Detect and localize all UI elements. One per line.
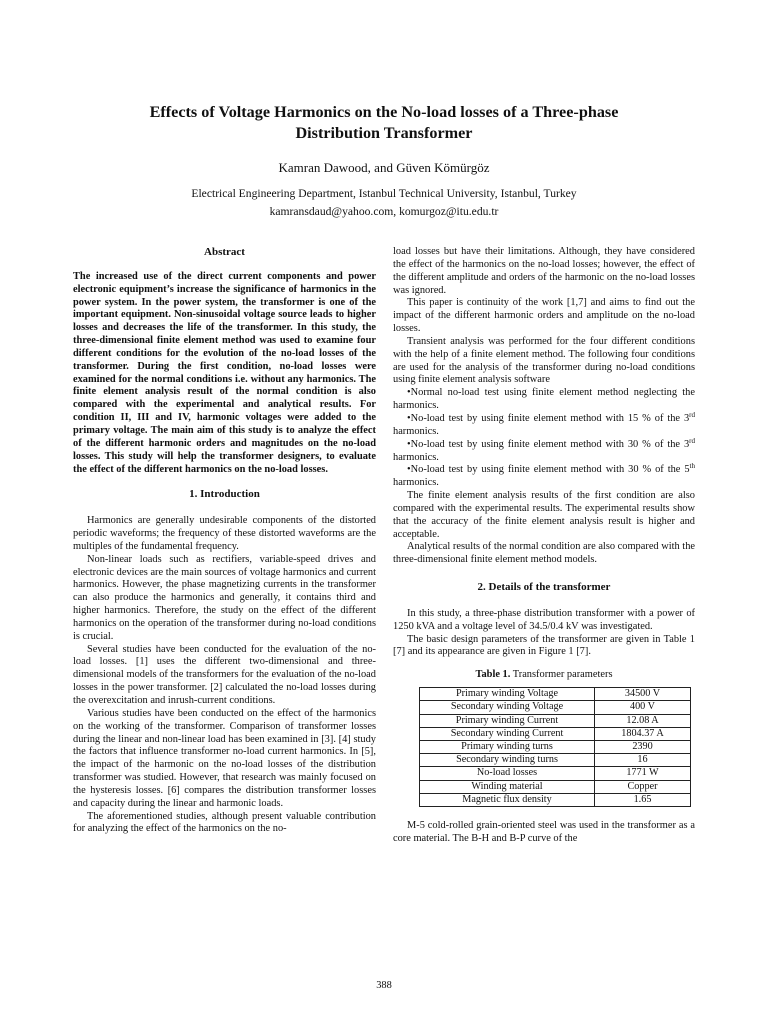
paper-title-line-2: Distribution Transformer	[295, 124, 473, 142]
paper-title-line-1: Effects of Voltage Harmonics on the No-load losses of a Three-phase	[149, 103, 619, 121]
details-paragraph-3: M-5 cold-rolled grain-oriented steel was used in the transformer as a core material. The B-H and B-P curve of the	[393, 819, 695, 844]
parameter-value-cell: 400 V	[595, 701, 691, 714]
page-number: 388	[376, 980, 392, 991]
affiliation: Electrical Engineering Department, Istanbul Technical University, Istanbul, Turkey	[191, 187, 577, 200]
table-row	[420, 767, 691, 780]
details-heading: 2. Details of the transformer	[477, 581, 611, 594]
parameter-name-cell: Secondary winding Current	[420, 727, 595, 740]
table-row	[420, 740, 691, 753]
parameter-name-cell: Winding material	[420, 780, 595, 793]
continuity-paragraph: This paper is continuity of the work [1,7] and aims to find out the impact of the different harmonic orders and amplitude on the no-load losses.	[393, 297, 695, 335]
table-row	[420, 780, 691, 793]
intro-paragraph-2: Non-linear loads such as rectifiers, variable-speed drives and electronic devices are the main sources of voltage harmonics and current harmonics. However, the phase magnetizing currents in the transformer can also produce the harmonics and generally, it contains third and higher harmonics. Therefore, the study on the effect of the different harmonics on the operation of the transformer during no-load conditions is crucial.	[73, 553, 376, 642]
condition-bullet-3: •No-load test by using finite element method with 30 % of the 3rd harmonics.	[393, 436, 695, 463]
paper-title	[90, 102, 678, 144]
table-caption: Table 1. Transformer parameters	[475, 669, 613, 681]
intro-paragraph-3: Several studies have been conducted for the evaluation of the no-load losses. [1] uses the different two-dimensional and three-dimensional models of the transformers for the evaluation of the no-load losses in the power transformer. [2] calculated the no-load losses during the overexcitation and inrush-current conditions.	[73, 643, 376, 706]
parameter-value-cell: 2390	[595, 740, 691, 753]
condition-bullet-1: •Normal no-load test using finite element method neglecting the harmonics.	[393, 387, 695, 412]
parameter-name-cell: Secondary winding Voltage	[420, 701, 595, 714]
right-column	[393, 246, 695, 846]
parameter-value-cell: 1771 W	[595, 767, 691, 780]
table-row	[420, 754, 691, 767]
parameter-value-cell: 1.65	[595, 793, 691, 806]
table-row	[420, 701, 691, 714]
table-row	[420, 714, 691, 727]
transformer-parameters-table	[419, 687, 691, 807]
parameter-name-cell: Magnetic flux density	[420, 793, 595, 806]
table-row	[420, 727, 691, 740]
parameter-name-cell: Primary winding turns	[420, 740, 595, 753]
parameter-name-cell: Primary winding Current	[420, 714, 595, 727]
authors: Kamran Dawood, and Güven Kömürgöz	[278, 160, 490, 175]
parameter-value-cell: 1804.37 A	[595, 727, 691, 740]
parameter-value-cell: 16	[595, 754, 691, 767]
parameter-name-cell: No-load losses	[420, 767, 595, 780]
details-paragraph-1: In this study, a three-phase distribution transformer with a power of 1250 kVA and a voltage level of 34.5/0.4 kV was investigated.	[393, 607, 695, 632]
fea-paragraph: The finite element analysis results of the first condition are also compared with the experimental results. The experimental results show that the accuracy of the finite element analysis result is higher and acceptable.	[393, 490, 695, 540]
intro-paragraph-5: The aforementioned studies, although present valuable contribution for analyzing the effect of the harmonics on the no-	[73, 810, 376, 835]
intro-paragraph-1: Harmonics are generally undesirable components of the distorted periodic waveforms; the frequency of these distorted waveforms are the multiples of the fundamental frequency.	[73, 515, 376, 552]
abstract-heading: Abstract	[204, 246, 245, 258]
analytical-paragraph: Analytical results of the normal condition are also compared with the three-dimensional finite element method models.	[393, 541, 695, 566]
parameter-value-cell: 34500 V	[595, 688, 691, 701]
transient-paragraph: Transient analysis was performed for the four different conditions with the help of a finite element method. The following four conditions are used for the analysis of the transformer during no-load conditions using finite element analysis software	[393, 335, 695, 386]
table-row	[420, 688, 691, 701]
left-column	[73, 246, 376, 836]
parameter-name-cell: Secondary winding turns	[420, 754, 595, 767]
abstract-text: The increased use of the direct current components and power electronic equipment’s increase the significance of harmonics in the power system. In the power system, the transformer is one of the important equipment. Non-sinusoidal voltage source leads to higher losses and decreases the life of the transformer. In this study, the three-dimensional finite element method was used to examine four different conditions for the evolution of the no-load losses of the transformer. During the first condition, no-load losses were examined for the normal conditions i.e. without any harmonics. The finite element analysis result of the normal condition is also compared with the experimental and analytical results. For condition II, III and IV, harmonic voltages were added to the primary voltage. The main aim of this study is to analyze the effect of the different harmonic orders and magnitudes on the no-load losses. This study will help the transformer designers, to evaluate the effect of the different harmonics on the no-load losses.	[73, 270, 376, 475]
table-row	[420, 793, 691, 806]
intro-paragraph-4: Various studies have been conducted on the effect of the harmonics on the working of the transformer. Comparison of transformer losses during the linear and non-linear load has been examined in [3]. [4] study the factors that influence transformer no-load current harmonics. In [5], the impact of the harmonic on the no-load losses of the distribution transformer was studied. However, that research was mainly focused on the hysteresis losses. [6] compares the distribution transformer losses and capacity during the linear and harmonic loads.	[73, 707, 376, 809]
parameter-value-cell: 12.08 A	[595, 714, 691, 727]
parameter-name-cell: Primary winding Voltage	[420, 688, 595, 701]
intro-continuation: load losses but have their limitations. Although, they have considered the effect of the harmonics on the no-load losses; however, the effect of the different amplitude and orders of the harmonic on the no-load losses was ignored.	[393, 246, 695, 296]
introduction-heading: 1. Introduction	[189, 488, 260, 501]
parameter-value-cell: Copper	[595, 780, 691, 793]
condition-bullet-4: •No-load test by using finite element method with 30 % of the 5th harmonics.	[393, 462, 695, 489]
details-paragraph-2: The basic design parameters of the transformer are given in Table 1 [7] and its appearance are given in Figure 1 [7].	[393, 633, 695, 658]
author-emails: kamransdaud@yahoo.com, komurgoz@itu.edu.tr	[269, 205, 499, 218]
condition-bullet-2: •No-load test by using finite element method with 15 % of the 3rd harmonics.	[393, 410, 695, 437]
